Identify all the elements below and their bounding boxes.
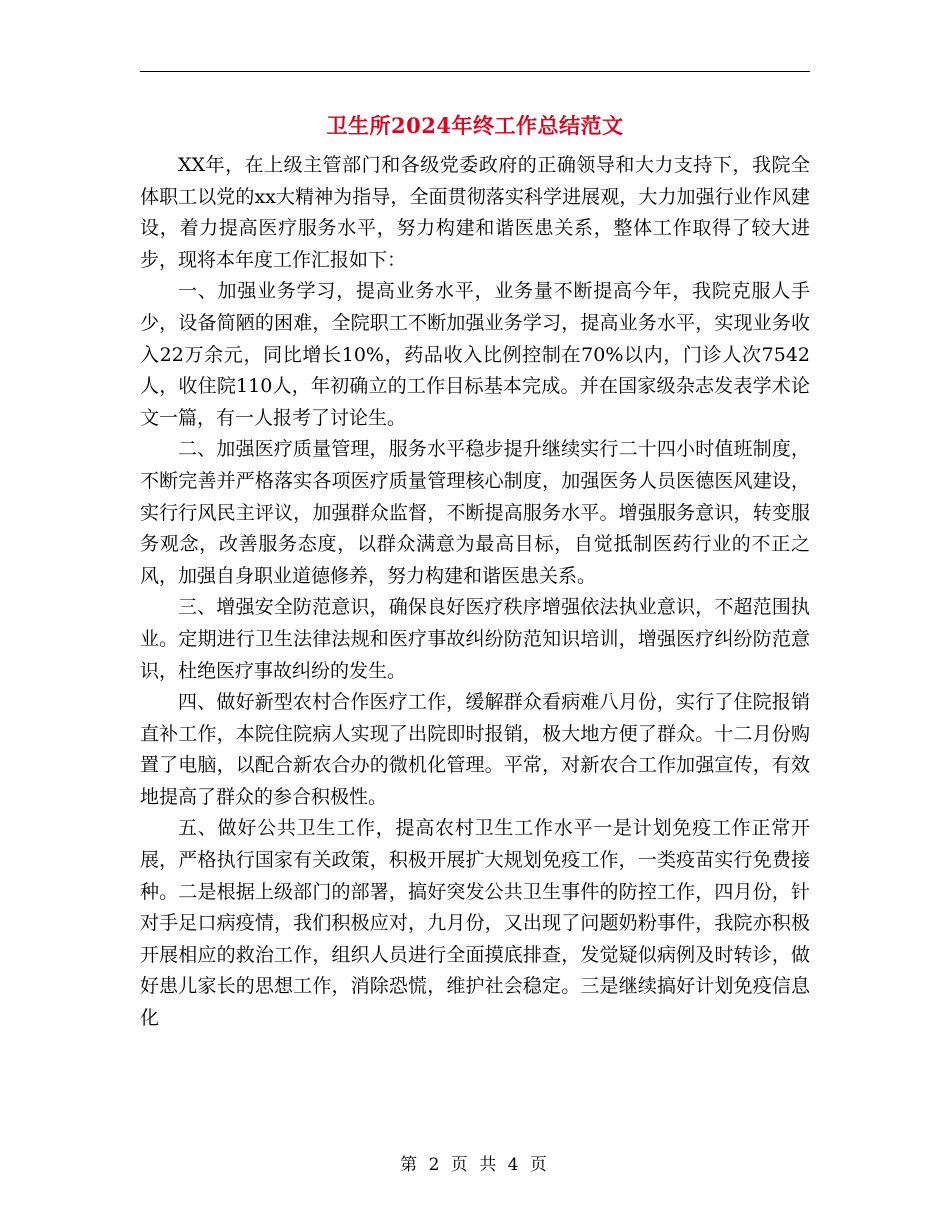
paragraph-intro: XX年，在上级主管部门和各级党委政府的正确领导和大力支持下，我院全体职工以党的xx大精神为指导，全面贯彻落实科学进展观，大力加强行业作风建设，着力提高医疗服务水平，努力构建和谐医患关系，整体工作取得了较大进步，现将本年度工作汇报如下： xyxy=(140,154,810,271)
header-rule xyxy=(140,71,810,72)
paragraph-section-4: 四、做好新型农村合作医疗工作，缓解群众看病难八月份，实行了住院报销直补工作，本院住院病人实现了出院即时报销，极大地方便了群众。十二月份购置了电脑，以配合新农合办的微机化管理。平常，对新农合工作加强宣传，有效地提高了群众的参合积极性。 xyxy=(140,691,810,808)
paragraph-section-2: 二、加强医疗质量管理，服务水平稳步提升继续实行二十四小时值班制度，不断完善并严格落实各项医疗质量管理核心制度，加强医务人员医德医风建设，实行行风民主评议，加强群众监督，不断提高服务水平。增强服务意识，转变服务观念，改善服务态度，以群众满意为最高目标，自觉抵制医药行业的不正之风，加强自身职业道德修养，努力构建和谐医患关系。 xyxy=(140,438,810,587)
page-number: 第 2 页 共 4 页 xyxy=(400,1155,550,1175)
paragraph-section-5: 五、做好公共卫生工作，提高农村卫生工作水平一是计划免疫工作正常开展，严格执行国家有关政策，积极开展扩大规划免疫工作，一类疫苗实行免费接种。二是根据上级部门的部署，搞好突发公共卫生事件的防控工作，四月份，针对手足口病疫情，我们积极应对，九月份，又出现了问题奶粉事件，我院亦积极开展相应的救治工作，组织人员进行全面摸底排查，发觉疑似病例及时转诊，做好患儿家长的思想工作，消除恐慌，维护社会稳定。三是继续搞好计划免疫信息化 xyxy=(140,817,810,1030)
document-body xyxy=(140,150,810,1035)
document-title: 卫生所2024年终工作总结范文 xyxy=(326,113,624,138)
paragraph-section-1: 一、加强业务学习，提高业务水平，业务量不断提高今年，我院克服人手少，设备简陋的困难，全院职工不断加强业务学习，提高业务水平，实现业务收入22万余元，同比增长10%，药品收入比例控制在70%以内，门诊人次7542人，收住院110人，年初确立的工作目标基本完成。并在国家级杂志发表学术论文一篇，有一人报考了讨论生。 xyxy=(140,280,810,429)
paragraph-section-3: 三、增强安全防范意识，确保良好医疗秩序增强依法执业意识，不超范围执业。定期进行卫生法律法规和医疗事故纠纷防范知识培训，增强医疗纠纷防范意识，杜绝医疗事故纠纷的发生。 xyxy=(140,596,810,682)
